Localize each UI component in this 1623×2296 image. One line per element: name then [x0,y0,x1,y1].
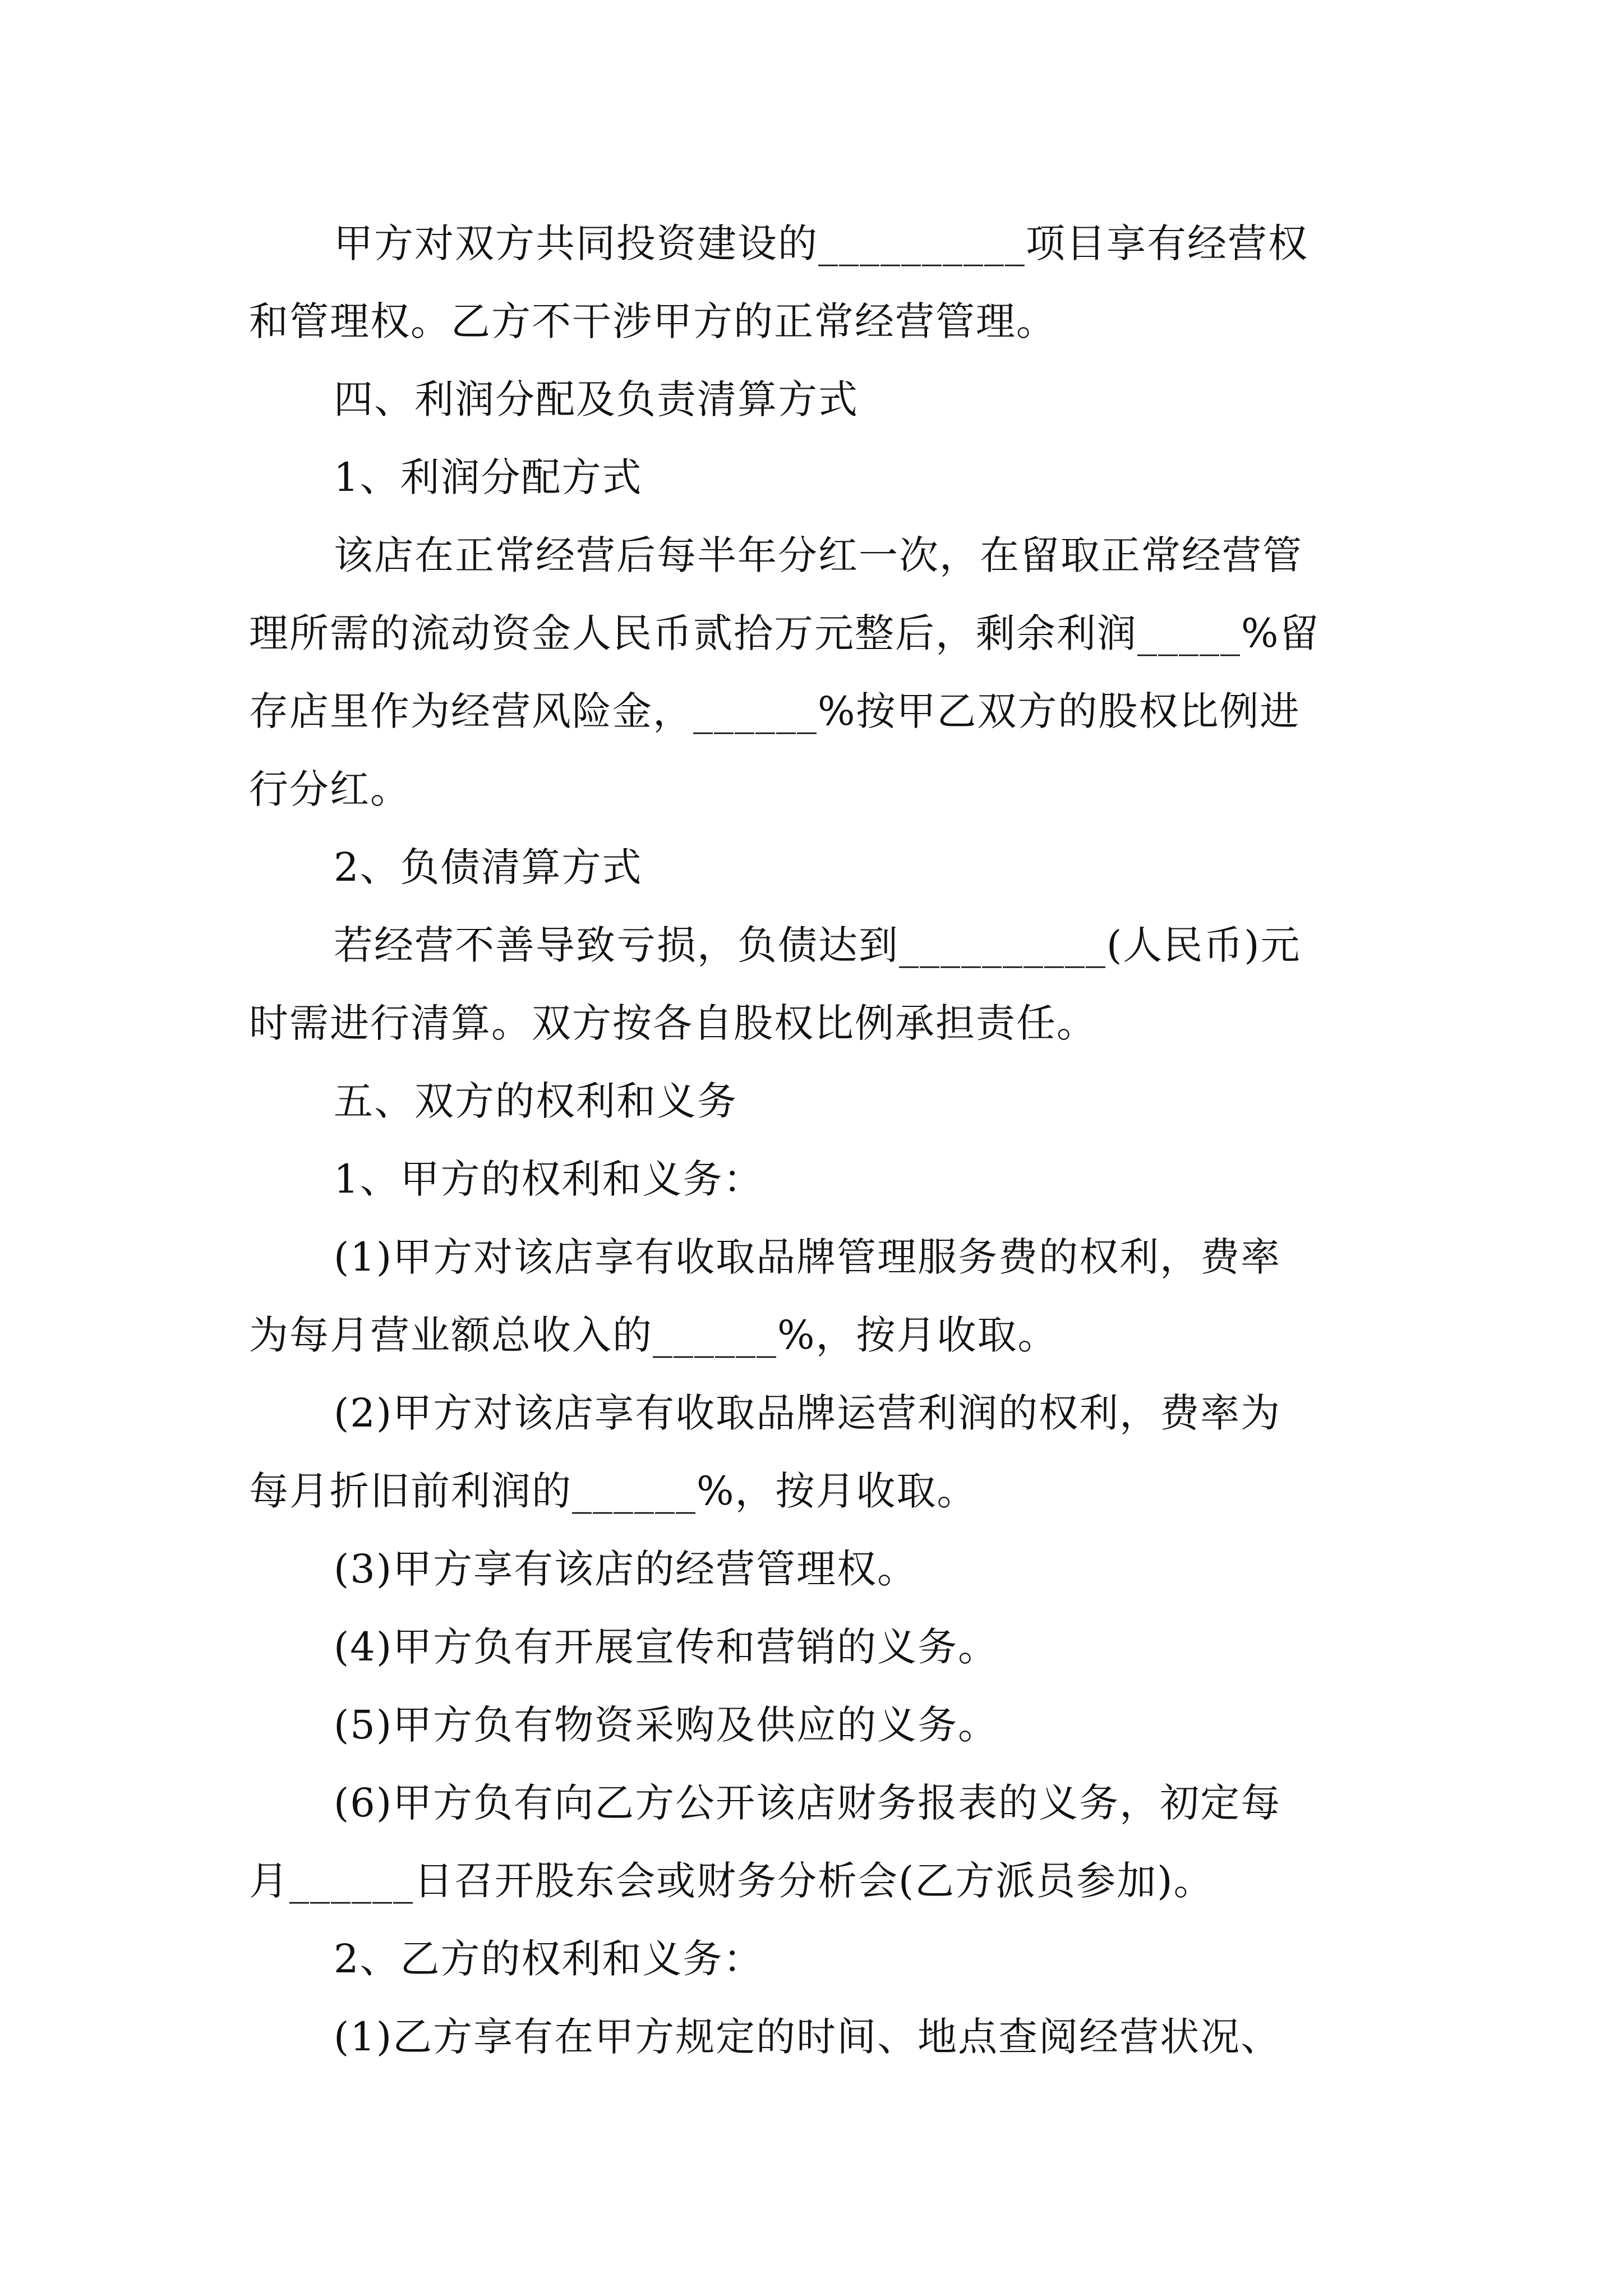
section-heading: 五、双方的权利和义务 [334,1078,737,1124]
paragraph-line: 该店在正常经营后每半年分红一次，在留取正常经营管 [334,532,1303,578]
paragraph-line: 存店里作为经营风险金，______%按甲乙双方的股权比例进 [249,688,1301,734]
section-heading: 四、利润分配及负责清算方式 [334,376,859,422]
list-item-line: (2)甲方对该店享有收取品牌运营利润的权利，费率为 [334,1390,1281,1436]
subsection-heading: 2、负债清算方式 [334,844,643,890]
paragraph-line: 为每月营业额总收入的______%，按月收取。 [249,1312,1058,1358]
paragraph-line: 每月折旧前利润的______%，按月收取。 [249,1468,978,1514]
paragraph-line: 若经营不善导致亏损，负债达到__________(人民币)元 [334,922,1301,968]
list-item-line: (5)甲方负有物资采购及供应的义务。 [334,1702,999,1748]
paragraph-line: 和管理权。乙方不干涉甲方的正常经营管理。 [249,298,1057,344]
list-item-line: (3)甲方享有该店的经营管理权。 [334,1546,918,1592]
paragraph-line: 行分红。 [249,766,411,812]
paragraph-line: 月______日召开股东会或财务分析会(乙方派员参加)。 [249,1858,1214,1904]
subsection-heading: 2、乙方的权利和义务： [334,1936,764,1982]
subsection-heading: 1、甲方的权利和义务： [334,1156,764,1202]
list-item-line: (1)甲方对该店享有收取品牌管理服务费的权利，费率 [334,1234,1281,1280]
paragraph-line: 甲方对双方共同投资建设的__________项目享有经营权 [334,220,1308,266]
list-item-line: (4)甲方负有开展宣传和营销的义务。 [334,1624,999,1670]
subsection-heading: 1、利润分配方式 [334,454,643,500]
list-item-line: (6)甲方负有向乙方公开该店财务报表的义务，初定每 [334,1780,1281,1826]
list-item-line: (1)乙方享有在甲方规定的时间、地点查阅经营状况、 [334,2014,1281,2060]
paragraph-line: 时需进行清算。双方按各自股权比例承担责任。 [249,1000,1097,1046]
paragraph-line: 理所需的流动资金人民币贰拾万元整后，剩余利润_____%留 [249,610,1320,656]
